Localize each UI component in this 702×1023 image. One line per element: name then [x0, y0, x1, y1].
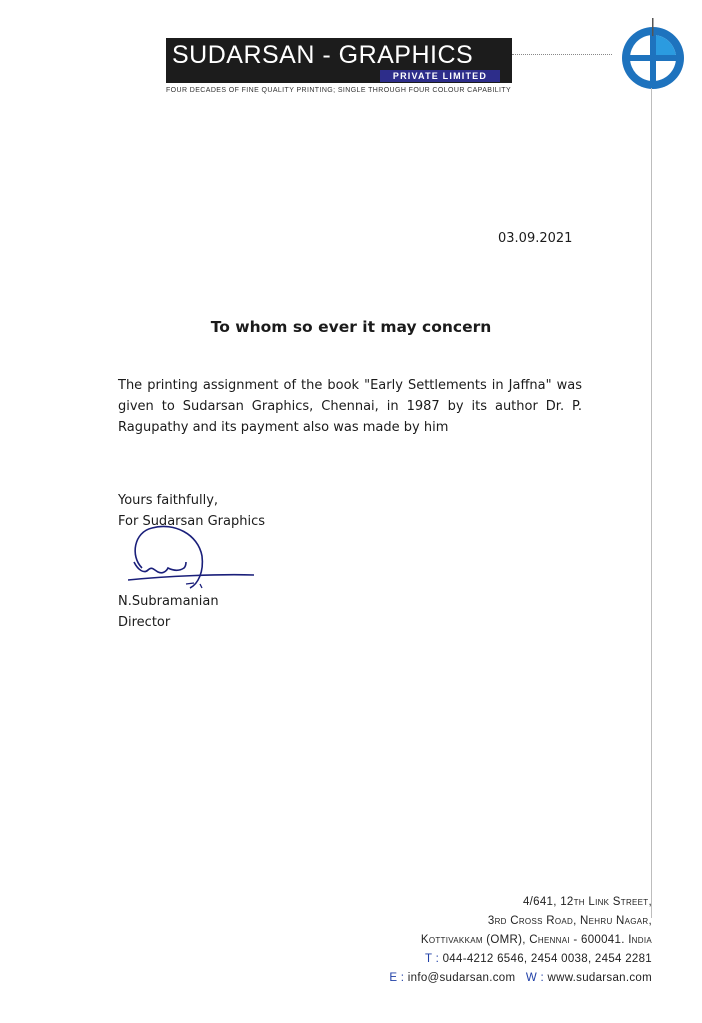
- email-label: E :: [389, 972, 405, 984]
- phone-line: [389, 950, 652, 969]
- website-link[interactable]: www.sudarsan.com: [547, 972, 652, 984]
- letter-date: 03.09.2021: [498, 231, 573, 246]
- handwritten-signature: [128, 518, 258, 593]
- letterhead-divider: [512, 54, 612, 55]
- margin-rule: [651, 88, 652, 918]
- company-address: [389, 893, 652, 988]
- address-line-3: Kottivakkam (OMR), Chennai - 600041. India: [420, 934, 652, 946]
- contact-line: [389, 969, 652, 988]
- letter-body: The printing assignment of the book "Early Settlements in Jaffna" was given to Sudarsan Graphics, Chennai, in 1987 by its author Dr. P. Ragupathy and its payment also was made by him: [118, 378, 582, 435]
- phone-numbers: 044-4212 6546, 2454 0038, 2454 2281: [442, 953, 652, 965]
- signer-block: [118, 591, 219, 633]
- web-label: W :: [525, 972, 544, 984]
- address-line-1: 4/641, 12th Link Street,: [522, 896, 652, 908]
- address-line-2: 3rd Cross Road, Nehru Nagar,: [487, 915, 652, 927]
- company-name: SUDARSAN - GRAPHICS: [172, 41, 474, 69]
- signer-name: N.Subramanian: [118, 594, 219, 609]
- phone-label: T :: [425, 953, 440, 965]
- closing-salutation: Yours faithfully,: [118, 493, 219, 508]
- email-address[interactable]: info@sudarsan.com: [407, 972, 516, 984]
- sudarsan-graphics-logo-icon: [617, 18, 689, 92]
- company-suffix: PRIVATE LIMITED: [380, 70, 500, 82]
- letter-heading: To whom so ever it may concern: [210, 318, 492, 336]
- company-tagline: FOUR DECADES OF FINE QUALITY PRINTING; SINGLE THROUGH FOUR COLOUR CAPABILITY: [166, 87, 512, 94]
- signer-title: Director: [118, 615, 171, 630]
- closing-organization: For Sudarsan Graphics: [118, 514, 266, 529]
